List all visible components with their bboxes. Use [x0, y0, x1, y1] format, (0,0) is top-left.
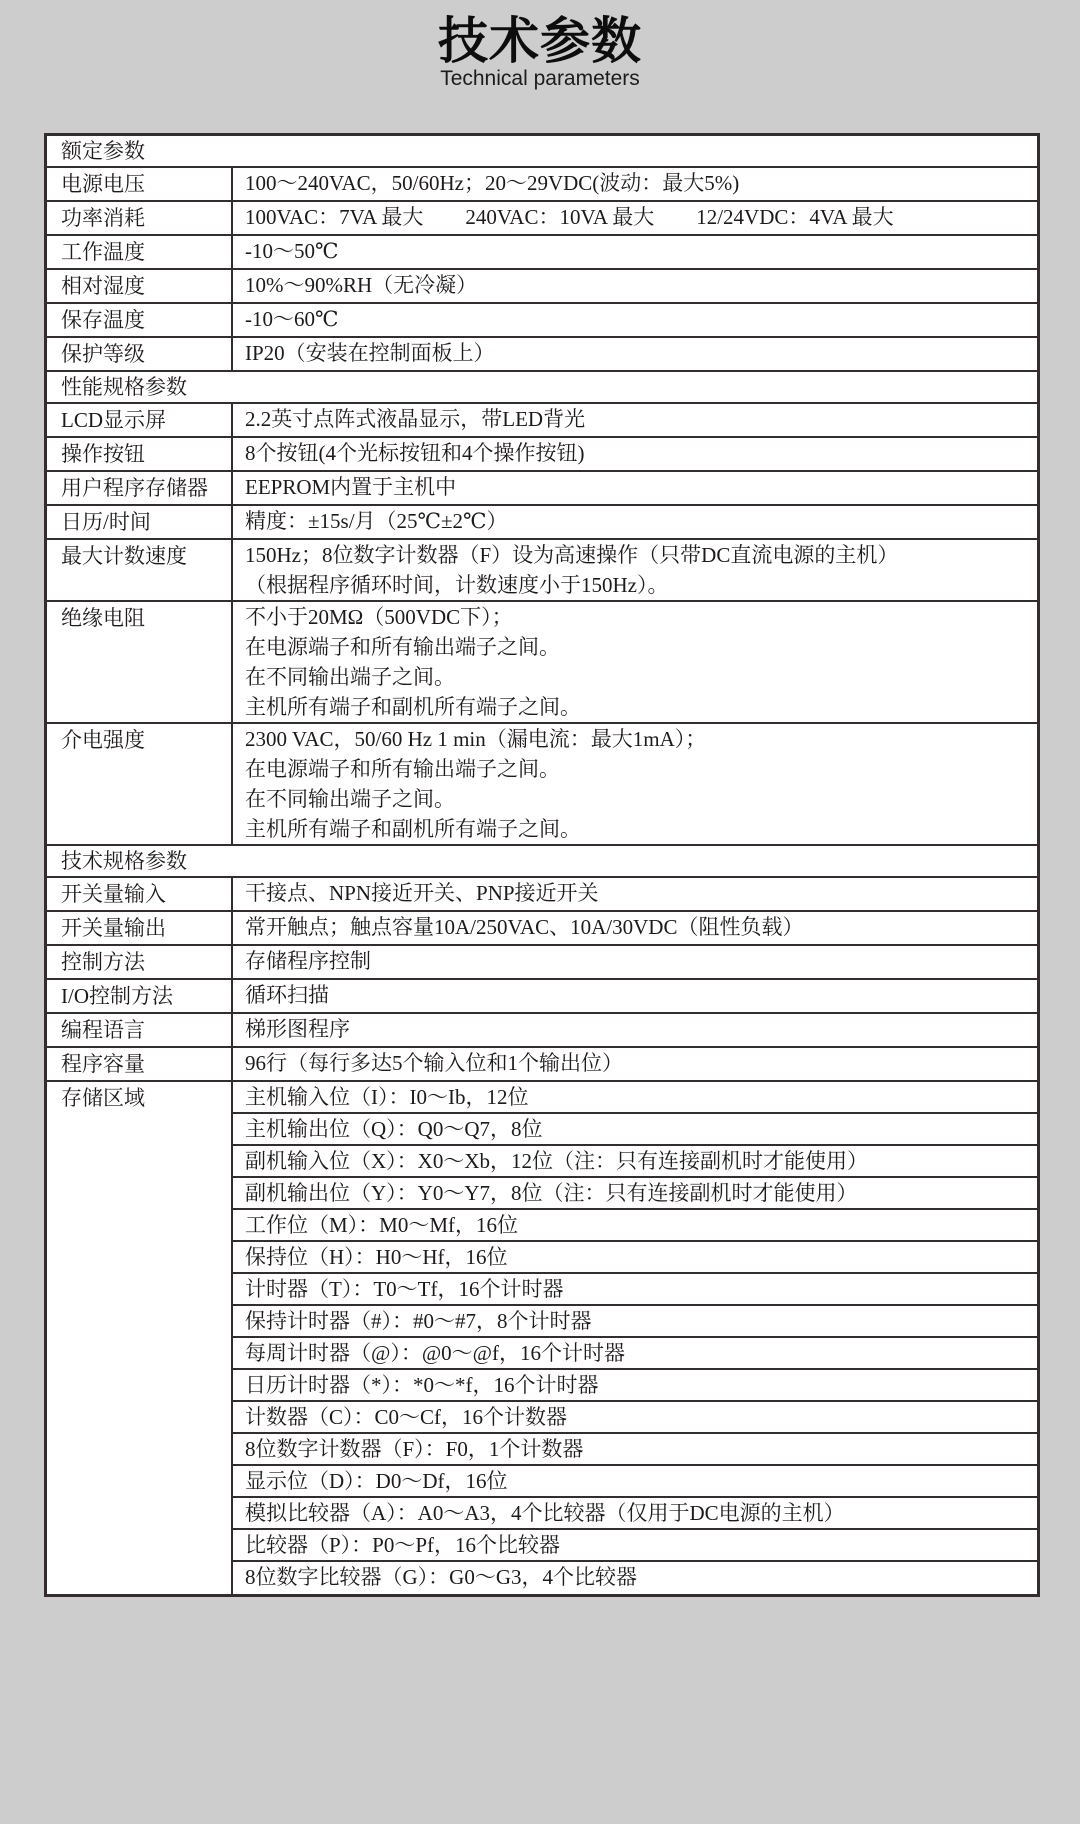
param-value — [233, 1048, 1037, 1080]
memory-area-item: 8位数字计数器（F）：F0，1个计数器 — [233, 1434, 1037, 1466]
spec-row — [47, 1082, 1037, 1594]
param-value — [233, 236, 1037, 268]
section-header: 额定参数 — [47, 136, 1037, 168]
spec-row — [47, 472, 1037, 506]
section-header: 性能规格参数 — [47, 372, 1037, 404]
memory-area-item: 8位数字比较器（G）：G0～G3，4个比较器 — [245, 1565, 637, 1589]
value-line: 150Hz；8位数字计数器（F）设为高速操作（只带DC直流电源的主机） — [245, 543, 899, 567]
param-name: 介电强度 — [47, 724, 233, 844]
param-value — [233, 168, 1037, 200]
value-line: EEPROM内置于主机中 — [245, 475, 457, 499]
param-name: 绝缘电阻 — [47, 602, 233, 722]
param-name: 编程语言 — [47, 1014, 233, 1046]
param-name: 控制方法 — [47, 946, 233, 978]
memory-area-item: 主机输入位（I）：I0～Ib，12位 — [233, 1082, 1037, 1114]
value-line: 在不同输出端子之间。 — [245, 665, 455, 689]
param-value — [233, 304, 1037, 336]
param-name: 日历/时间 — [47, 506, 233, 538]
param-value — [233, 724, 1037, 844]
spec-row — [47, 1014, 1037, 1048]
memory-area-item: 计时器（T）：T0～Tf，16个计时器 — [233, 1274, 1037, 1306]
spec-row — [47, 1048, 1037, 1082]
param-value — [233, 506, 1037, 538]
param-name: 程序容量 — [47, 1048, 233, 1080]
value-line: 100～240VAC，50/60Hz；20～29VDC(波动：最大5%) — [245, 171, 740, 195]
param-name: 开关量输入 — [47, 878, 233, 910]
value-line: 在电源端子和所有输出端子之间。 — [245, 757, 560, 781]
spec-row — [47, 878, 1037, 912]
value-line: （根据程序循环时间，计数速度小于150Hz）。 — [245, 573, 669, 597]
memory-area-item: 工作位（M）：M0～Mf，16位 — [233, 1210, 1037, 1242]
memory-area-item: 副机输出位（Y）：Y0～Y7，8位（注：只有连接副机时才能使用） — [233, 1178, 1037, 1210]
value-line: 循环扫描 — [245, 983, 329, 1007]
memory-area-item: 保持位（H）：H0～Hf，16位 — [233, 1242, 1037, 1274]
param-value — [233, 472, 1037, 504]
spec-row — [47, 540, 1037, 602]
value-line: 常开触点；触点容量10A/250VAC、10A/30VDC（阻性负载） — [245, 915, 804, 939]
param-name: 存储区域 — [47, 1082, 233, 1594]
spec-row — [47, 946, 1037, 980]
spec-row — [47, 338, 1037, 372]
spec-row — [47, 980, 1037, 1014]
param-name: 工作温度 — [47, 236, 233, 268]
value-line: 10%～90%RH（无冷凝） — [245, 273, 478, 297]
param-value — [233, 438, 1037, 470]
memory-area-item: 比较器（P）：P0～Pf，16个比较器 — [233, 1530, 1037, 1562]
param-name: LCD显示屏 — [47, 404, 233, 436]
param-value — [233, 946, 1037, 978]
param-value — [233, 270, 1037, 302]
spec-table — [44, 133, 1040, 1597]
memory-area-item: 计数器（C）：C0～Cf，16个计数器 — [233, 1402, 1037, 1434]
param-value — [233, 912, 1037, 944]
spec-row — [47, 304, 1037, 338]
spec-row — [47, 270, 1037, 304]
param-subvalues — [233, 1082, 1037, 1594]
memory-area-item: 保持计时器（#）：#0～#7，8个计时器 — [233, 1306, 1037, 1338]
spec-row — [47, 912, 1037, 946]
spec-row — [47, 202, 1037, 236]
param-name: 电源电压 — [47, 168, 233, 200]
value-line: 2300 VAC，50/60 Hz 1 min（漏电流：最大1mA）； — [245, 727, 707, 751]
page-title: 技术参数 — [438, 13, 642, 69]
value-line: 主机所有端子和副机所有端子之间。 — [245, 695, 581, 719]
spec-row — [47, 506, 1037, 540]
value-line: 8个按钮(4个光标按钮和4个操作按钮) — [245, 441, 585, 465]
param-value — [233, 540, 1037, 600]
section-header: 技术规格参数 — [47, 846, 1037, 878]
spec-row — [47, 236, 1037, 270]
value-line: 96行（每行多达5个输入位和1个输出位） — [245, 1051, 623, 1075]
value-line: 在不同输出端子之间。 — [245, 787, 455, 811]
param-value — [233, 878, 1037, 910]
spec-row — [47, 438, 1037, 472]
value-line: 精度：±15s/月（25℃±2℃） — [245, 509, 508, 533]
param-value — [233, 202, 1037, 234]
memory-area-item: 主机输出位（Q）：Q0～Q7，8位 — [233, 1114, 1037, 1146]
value-line: 梯形图程序 — [245, 1017, 350, 1041]
param-name: 相对湿度 — [47, 270, 233, 302]
param-value — [233, 338, 1037, 370]
spec-row — [47, 168, 1037, 202]
param-name: 操作按钮 — [47, 438, 233, 470]
memory-area-item: 显示位（D）：D0～Df，16位 — [233, 1466, 1037, 1498]
param-name: I/O控制方法 — [47, 980, 233, 1012]
spec-row — [47, 724, 1037, 846]
param-name: 开关量输出 — [47, 912, 233, 944]
param-name: 用户程序存储器 — [47, 472, 233, 504]
memory-area-item: 每周计时器（@）：@0～@f，16个计时器 — [233, 1338, 1037, 1370]
memory-area-item: 副机输入位（X）：X0～Xb，12位（注：只有连接副机时才能使用） — [233, 1146, 1037, 1178]
value-line: 存储程序控制 — [245, 949, 371, 973]
value-line: 不小于20MΩ（500VDC下）； — [245, 605, 513, 629]
value-line: 2.2英寸点阵式液晶显示，带LED背光 — [245, 407, 586, 431]
param-value — [233, 602, 1037, 722]
value-line: 主机所有端子和副机所有端子之间。 — [245, 817, 581, 841]
memory-area-item: 模拟比较器（A）：A0～A3，4个比较器（仅用于DC电源的主机） — [233, 1498, 1037, 1530]
param-name: 最大计数速度 — [47, 540, 233, 600]
param-value — [233, 404, 1037, 436]
value-line: -10～50℃ — [245, 239, 339, 263]
param-name: 功率消耗 — [47, 202, 233, 234]
spec-row — [47, 404, 1037, 438]
param-name: 保存温度 — [47, 304, 233, 336]
value-line: 在电源端子和所有输出端子之间。 — [245, 635, 560, 659]
value-line: 干接点、NPN接近开关、PNP接近开关 — [245, 881, 599, 905]
spec-row — [47, 602, 1037, 724]
value-line: -10～60℃ — [245, 307, 339, 331]
param-name: 保护等级 — [47, 338, 233, 370]
page-header — [0, 0, 1080, 91]
value-line: IP20（安装在控制面板上） — [245, 341, 495, 365]
memory-area-item: 日历计时器（*）：*0～*f，16个计时器 — [233, 1370, 1037, 1402]
param-value — [233, 1014, 1037, 1046]
page-subtitle: Technical parameters — [440, 67, 640, 90]
value-line: 100VAC：7VA 最大 240VAC：10VA 最大 12/24VDC：4VA 最大 — [245, 205, 894, 229]
param-value — [233, 980, 1037, 1012]
